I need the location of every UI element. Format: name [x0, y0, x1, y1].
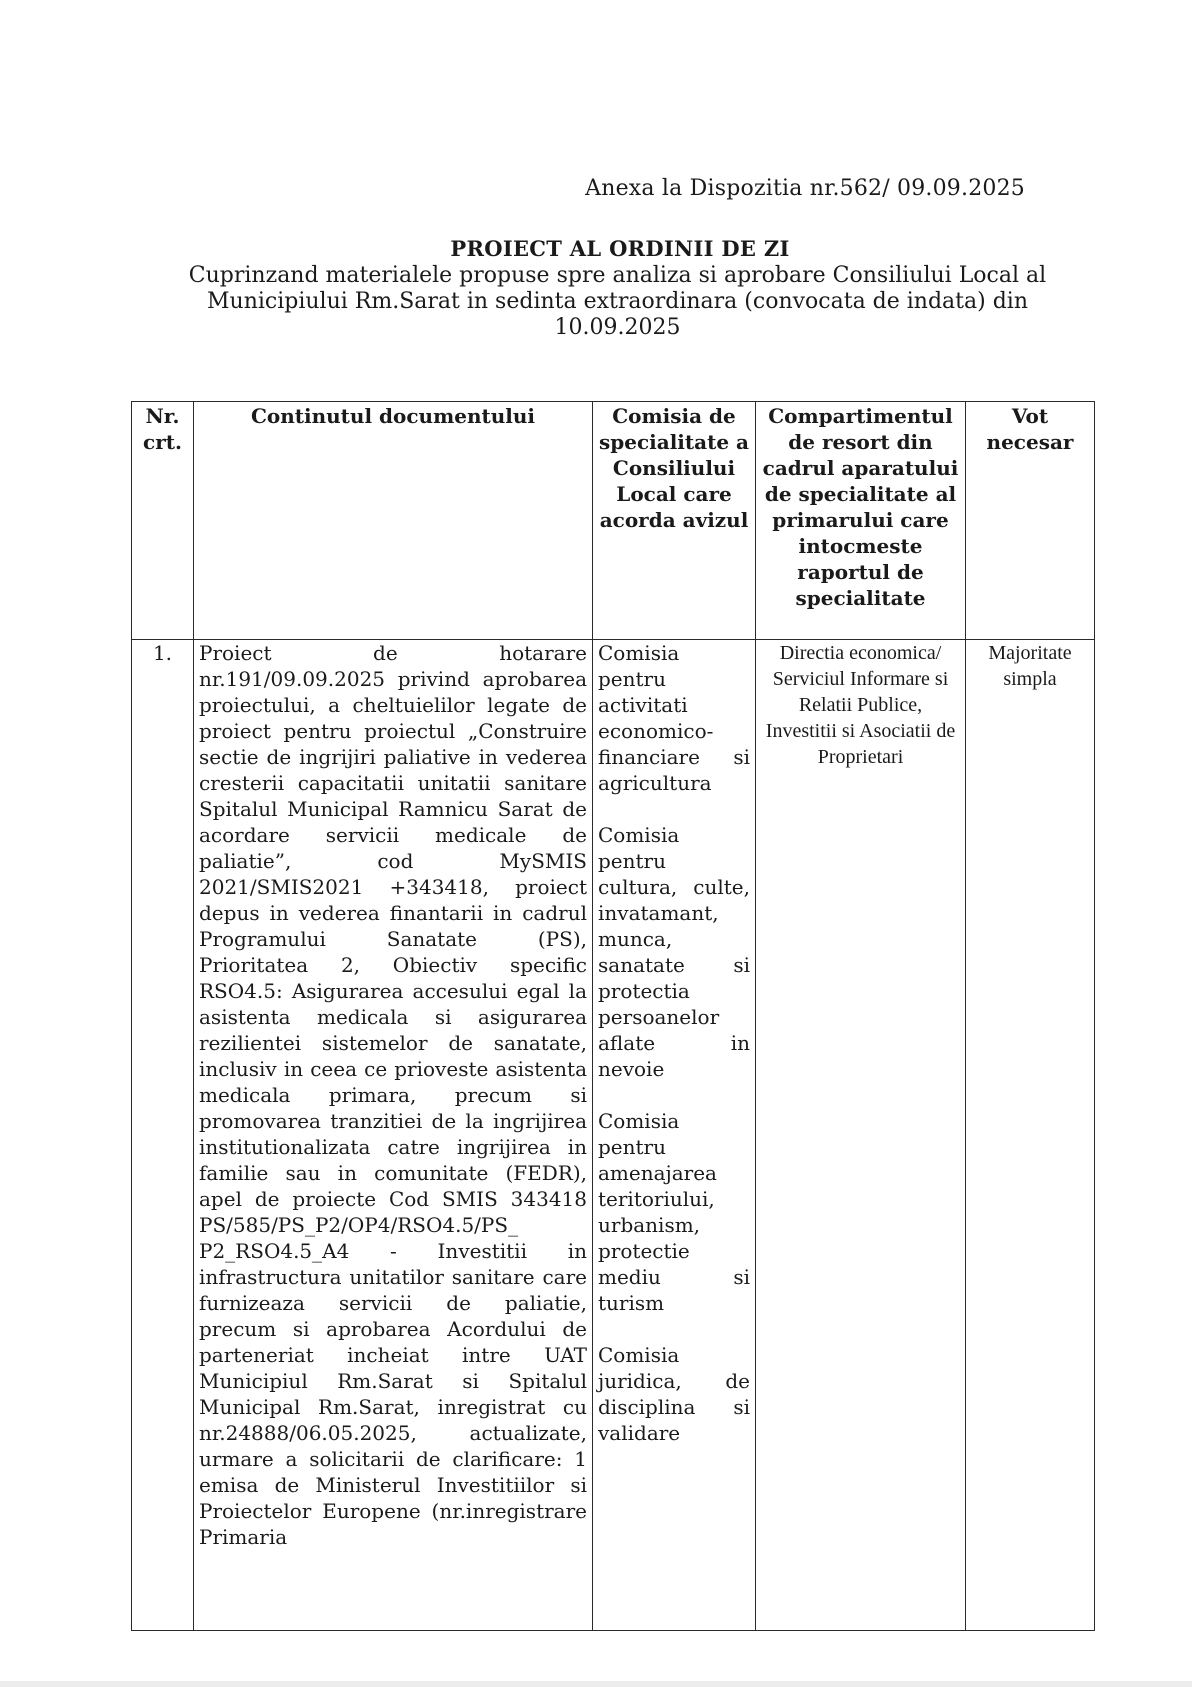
header-content: Continutul documentului — [194, 402, 593, 640]
annex-reference: Anexa la Dispozitia nr.562/ 09.09.2025 — [585, 176, 1025, 201]
header-department: Compartimentul de resort din cadrul aparatului de specialitate al primarului care intocmeste raportul de specialitate — [756, 402, 966, 640]
commission-item: Comisia pentru amenajarea teritoriului, urbanism, protectie mediu si turism — [598, 1109, 750, 1315]
row-commissions — [593, 640, 756, 1631]
header-nr: Nr. crt. — [132, 402, 194, 640]
header-commission: Comisia de specialitate a Consiliului Local care acorda avizul — [593, 402, 756, 640]
row-department: Directia economica/ Serviciul Informare si Relatii Publice, Investitii si Asociatii de Proprietari — [756, 640, 966, 1631]
table-header-row — [132, 402, 1095, 640]
row-content: Proiect de hotarare nr.191/09.09.2025 privind aprobarea proiectului, a cheltuielilor legate de proiect pentru proiectul „Construire sectie de ingrijiri paliative in vederea cresterii capacitatii unitatii sanitare Spitalul Municipal Ramnicu Sarat de acordare servicii medicale de paliatie”, cod MySMIS 2021/SMIS2021 +343418, proiect depus in vederea finantarii in cadrul Programului Sanatate (PS), Prioritatea 2, Obiectiv specific RSO4.5: Asigurarea accesului egal la asistenta medicala si asigurarea rezilientei sistemelor de sanatate, inclusiv in ceea ce prioveste asistenta medicala primara, precum si promovarea tranzitiei de la ingrijirea institutionalizata catre ingrijirea in familie sau in comunitate (FEDR), apel de proiecte Cod SMIS 343418 PS/585/PS_P2/OP4/RSO4.5/PS_ P2_RSO4.5_A4 - Investitii in infrastructura unitatilor sanitare care furnizeaza servicii de paliatie, precum si aprobarea Acordului de parteneriat incheiat intre UAT Municipiul Rm.Sarat si Spitalul Municipal Rm.Sarat, inregistrat cu nr.24888/06.05.2025, actualizate, urmare a solicitarii de clarificare: 1 emisa de Ministerul Investitiilor si Proiectelor Europene (nr.inregistrare Primaria — [194, 640, 593, 1631]
commission-item: Comisia pentru cultura, culte, invatamant, munca, sanatate si protectia persoanelor aflate in nevoie — [598, 823, 750, 1081]
commission-item: Comisia juridica, de disciplina si validare — [598, 1343, 750, 1445]
document-title: PROIECT AL ORDINII DE ZI — [450, 236, 790, 261]
page-bottom-edge — [0, 1681, 1192, 1687]
document-intro: Cuprinzand materialele propuse spre analiza si aprobare Consiliului Local al Municipiului Rm.Sarat in sedinta extraordinara (convocata de indata) din 10.09.2025 — [188, 263, 1047, 340]
row-vote: Majoritate simpla — [966, 640, 1095, 1631]
header-vote: Vot necesar — [966, 402, 1095, 640]
commission-item: Comisia pentru activitati economico-financiare si agricultura — [598, 641, 750, 795]
row-number: 1. — [132, 640, 194, 1631]
agenda-table — [131, 401, 1095, 1631]
table-row — [132, 640, 1095, 1631]
